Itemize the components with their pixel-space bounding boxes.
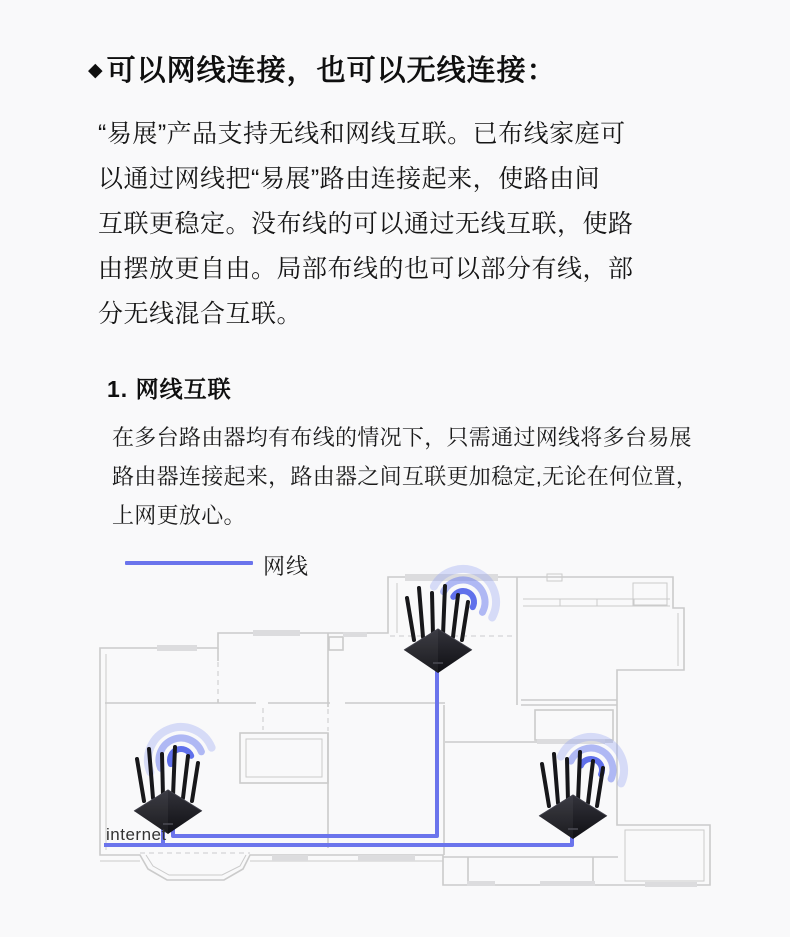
intro-line: 以通过网线把“易展”路由连接起来，使路由间 [98,165,601,193]
section-heading: 1. 网线互联 [107,376,232,402]
intro-line: 由摆放更自由。局部布线的也可以部分有线，部 [98,255,634,283]
page-title-text: 可以网线连接，也可以无线连接： [106,55,557,87]
wifi-signal-bottom-right-icon [561,726,635,783]
section-line: 路由器连接起来，路由器之间互联更加稳定,无论在何位置， [112,464,699,489]
diamond-bullet-icon: ◆ [88,60,104,81]
internet-label: internet [106,825,167,844]
floor-plan-doors [140,636,710,853]
router-bottom-right [539,752,607,839]
section-line: 在多台路由器均有布线的情况下，只需通过网线将多台易展 [112,425,692,450]
section-line: 上网更放心。 [112,503,246,528]
router-top [404,586,472,673]
intro-line: 互联更稳定。没布线的可以通过无线互联，使路 [98,210,634,238]
intro-line: “易展”产品支持无线和网线互联。已布线家庭可 [98,120,626,148]
intro-line: 分无线混合互联。 [98,300,303,328]
floor-plan-windows [157,574,697,887]
legend-label: 网线 [263,554,310,579]
